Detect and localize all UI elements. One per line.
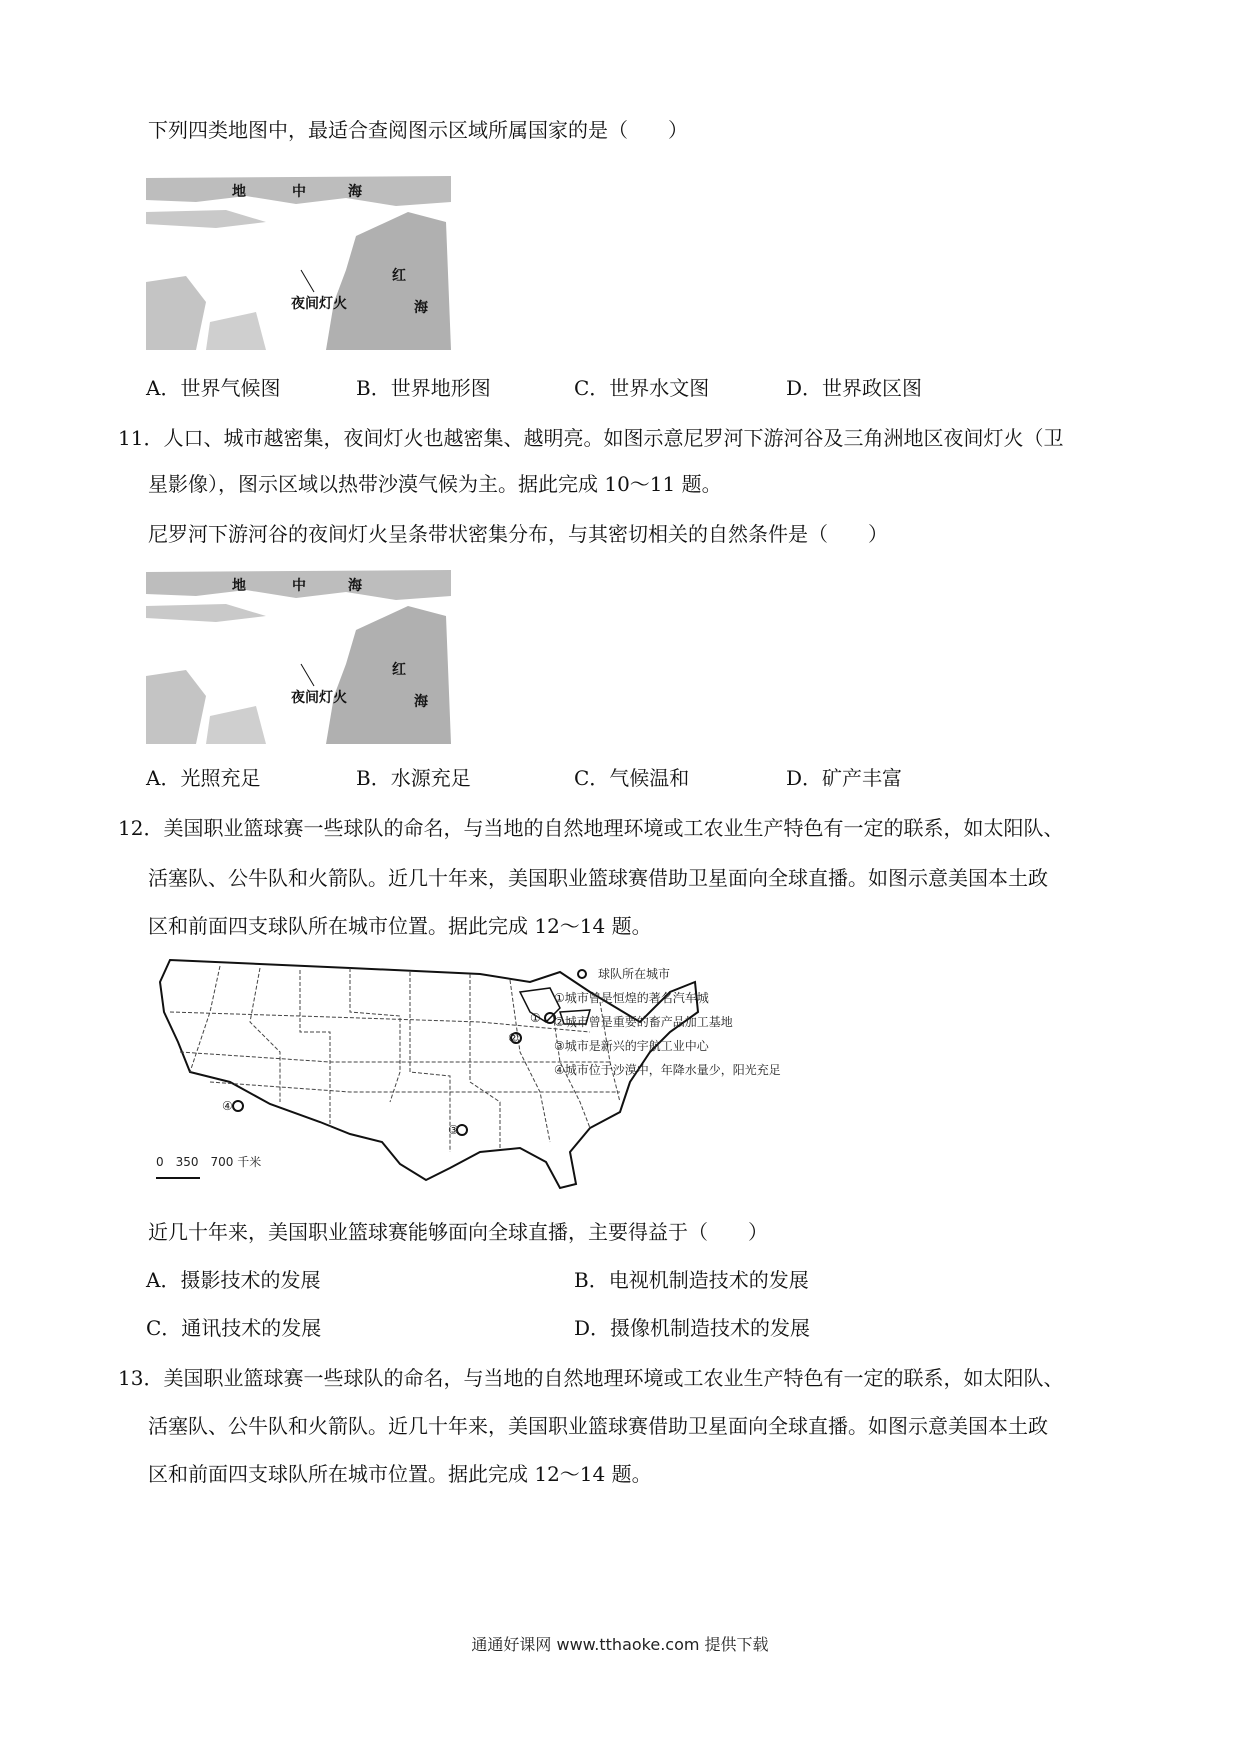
- red-sea-label: 红: [392, 662, 406, 678]
- marker-label-4: ④: [222, 1099, 233, 1113]
- question-text: 活塞队、公牛队和火箭队。近几十年来，美国职业篮球赛借助卫星面向全球直播。如图示意美国本土政: [148, 1414, 1048, 1438]
- option-d[interactable]: D．矿产丰富: [786, 766, 903, 790]
- red-sea-label: 红: [392, 268, 406, 284]
- question-stem: 近几十年来，美国职业篮球赛能够面向全球直播，主要得益于（ ）: [148, 1220, 768, 1244]
- question-text: 区和前面四支球队所在城市位置。据此完成 12～14 题。: [148, 1462, 652, 1486]
- sea-label: 中: [292, 184, 306, 200]
- sea-label: 海: [348, 184, 362, 200]
- question-text: 区和前面四支球队所在城市位置。据此完成 12～14 题。: [148, 914, 652, 938]
- legend-item: ④城市位于沙漠中，年降水量少，阳光充足: [554, 1063, 781, 1077]
- night-lights-label: 夜间灯火: [291, 296, 347, 312]
- marker-label-1: ①: [530, 1011, 541, 1025]
- question-text: 活塞队、公牛队和火箭队。近几十年来，美国职业篮球赛借助卫星面向全球直播。如图示意美国本土政: [148, 866, 1048, 890]
- option-a[interactable]: A．光照充足: [146, 766, 261, 790]
- sea-label: 地: [232, 184, 246, 200]
- question-text: 13．美国职业篮球赛一些球队的命名，与当地的自然地理环境或工农业生产特色有一定的联系，如太阳队、: [118, 1366, 1064, 1390]
- sea-label: 地: [232, 578, 246, 594]
- legend-item: ①城市曾是恒煌的著名汽车城: [554, 991, 709, 1005]
- nile-night-lights-image: [146, 172, 451, 350]
- legend-title: 球队所在城市: [598, 967, 671, 981]
- option-d[interactable]: D．世界政区图: [786, 376, 923, 400]
- legend-marker: [578, 970, 586, 978]
- footer: 通通好课网 www.tthaoke.com 提供下载: [471, 1635, 769, 1654]
- option-c[interactable]: C．通讯技术的发展: [146, 1316, 322, 1340]
- red-sea-label: 海: [414, 300, 428, 316]
- option-c[interactable]: C．气候温和: [574, 766, 690, 790]
- city-marker: [222, 1099, 243, 1113]
- question-text: 12．美国职业篮球赛一些球队的命名，与当地的自然地理环境或工农业生产特色有一定的联系，如太阳队、: [118, 816, 1064, 840]
- option-b[interactable]: B．水源充足: [356, 766, 471, 790]
- question-text: 星影像），图示区域以热带沙漠气候为主。据此完成 10～11 题。: [148, 472, 722, 496]
- legend-item: ②城市曾是重要的畜产品加工基地: [554, 1015, 733, 1029]
- question-stem: 尼罗河下游河谷的夜间灯火呈条带状密集分布，与其密切相关的自然条件是（ ）: [148, 522, 888, 546]
- legend-item: ③城市是新兴的宇航工业中心: [554, 1039, 709, 1053]
- nile-night-lights-image: [146, 566, 451, 744]
- option-b[interactable]: B．世界地形图: [356, 376, 491, 400]
- option-a[interactable]: A．世界气候图: [146, 376, 281, 400]
- option-c[interactable]: C．世界水文图: [574, 376, 710, 400]
- red-sea-label: 海: [414, 694, 428, 710]
- scale-label: 0 350 700 千米: [156, 1155, 262, 1169]
- question-text: 11．人口、城市越密集，夜间灯火也越密集、越明亮。如图示意尼罗河下游河谷及三角洲地区夜间灯火（卫: [118, 426, 1064, 450]
- option-a[interactable]: A．摄影技术的发展: [146, 1268, 321, 1292]
- sea-label: 中: [292, 578, 306, 594]
- option-d[interactable]: D．摄像机制造技术的发展: [574, 1316, 811, 1340]
- marker-label-2: ②: [508, 1031, 519, 1045]
- night-lights-label: 夜间灯火: [291, 690, 347, 706]
- option-b[interactable]: B．电视机制造技术的发展: [574, 1268, 809, 1292]
- sea-label: 海: [348, 578, 362, 594]
- question-stem: 下列四类地图中，最适合查阅图示区域所属国家的是（ ）: [148, 118, 688, 142]
- marker-label-3: ③: [448, 1123, 459, 1137]
- us-map-figure: [150, 952, 890, 1192]
